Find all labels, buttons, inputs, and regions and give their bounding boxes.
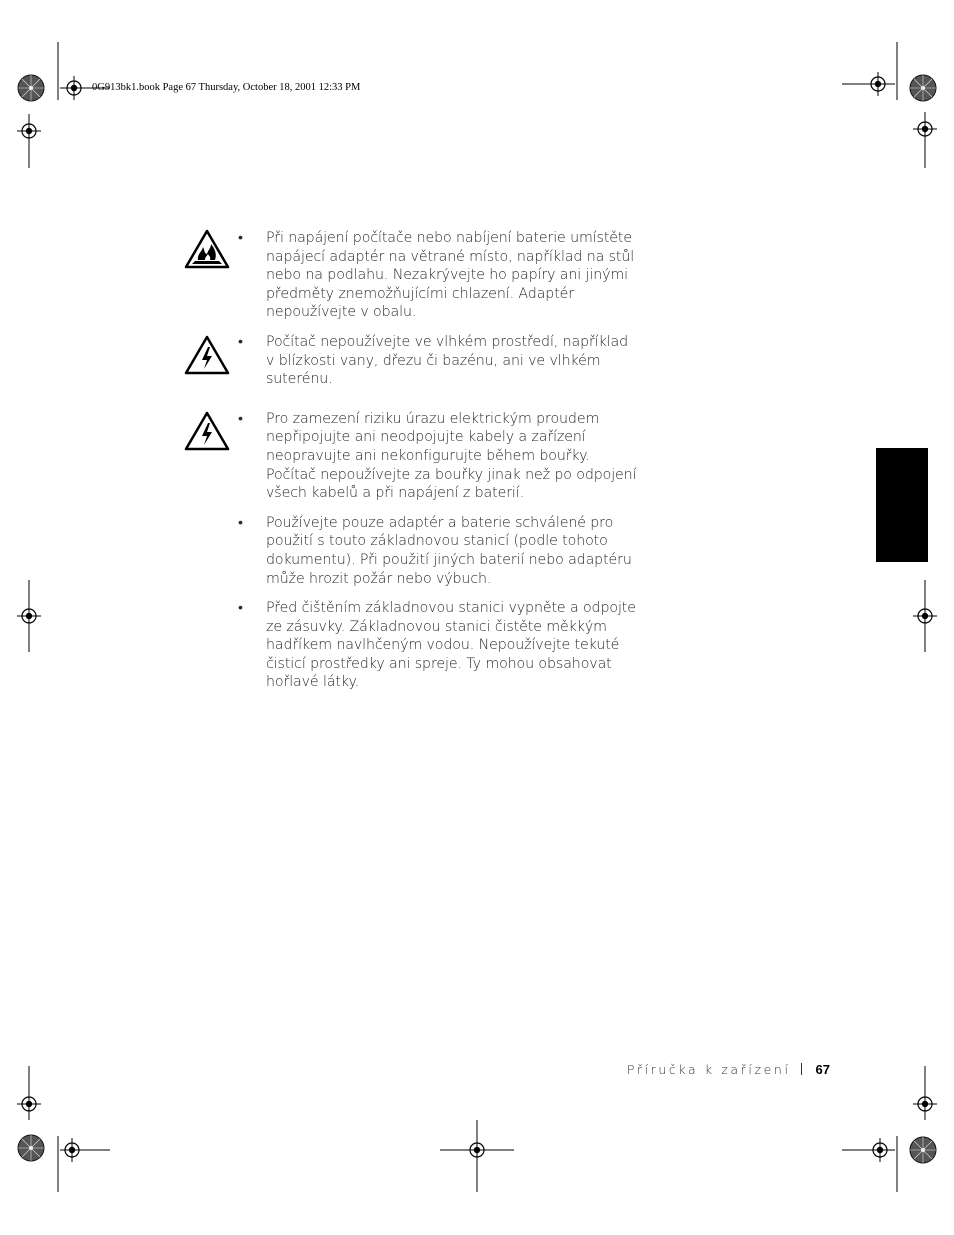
bullet-text: Počítač nepoužívejte ve vlhkém prostředí, například v blízkosti vany, dřezu či bazénu, ani ve vlhkém suterénu.: [266, 333, 629, 388]
bullet-text: Při napájení počítače nebo nabíjení baterie umístěte napájecí adaptér na větrané místo, například na stůl nebo na podlahu. Nezakrývejte ho papíry ani jinými předměty znemožňujícími chlazení. Adaptér nepoužívejte v obalu.: [266, 230, 635, 321]
registration-star-bottom-right: [910, 1137, 936, 1163]
bullet-text: Pro zamezení riziku úrazu elektrickým proudem nepřipojujte ani neodpojujte kabely a zařízení neopravujte ani nekonfigurujte během bouřky. Počítač nepoužívejte za bouřky jinak než po odpojení všech kabelů a při napájení z baterií.: [266, 410, 637, 502]
list-item: [238, 410, 638, 503]
page-footer: [627, 1062, 830, 1077]
fire-warning-icon: [184, 229, 230, 269]
section-thumb-tab: [876, 448, 928, 562]
list-item: [238, 514, 638, 588]
bullet-symbol: •: [238, 410, 243, 427]
bullet-symbol: •: [238, 333, 243, 350]
footer-title: Příručka k zařízení: [626, 1062, 791, 1077]
list-item: [238, 333, 638, 389]
list-item: [238, 229, 638, 322]
bullet-symbol: •: [238, 514, 243, 531]
safety-bullet-list: [238, 229, 638, 692]
bullet-symbol: •: [238, 230, 243, 246]
bullet-text: Před čištěním základnovou stanici vypněte a odpojte ze zásuvky. Základnovou stanici čistěte měkkým hadříkem navlhčeným vodou. Nepoužívejte tekuté čisticí prostředky ani spreje. Ty mohou obsahovat hořlavé látky.: [266, 600, 636, 691]
electric-shock-warning-icon: [184, 335, 230, 375]
bullet-text: Používejte pouze adaptér a baterie schválené pro použití s touto základnovou stanicí (podle tohoto dokumentu). Při použití jiných baterií nebo adaptéru může hrozit požár nebo výbuch.: [266, 514, 632, 587]
print-header: 0G913bk1.book Page 67 Thursday, October 18, 2001 12:33 PM: [92, 82, 361, 93]
registration-star-bottom-left: [18, 1135, 44, 1161]
registration-star-top-left: [18, 75, 44, 101]
list-item: [238, 599, 638, 692]
page-number: 67: [815, 1062, 830, 1077]
bullet-symbol: •: [238, 600, 243, 617]
registration-star-top-right: [910, 75, 936, 101]
electric-shock-warning-icon: [184, 411, 230, 451]
footer-separator: [801, 1063, 802, 1075]
